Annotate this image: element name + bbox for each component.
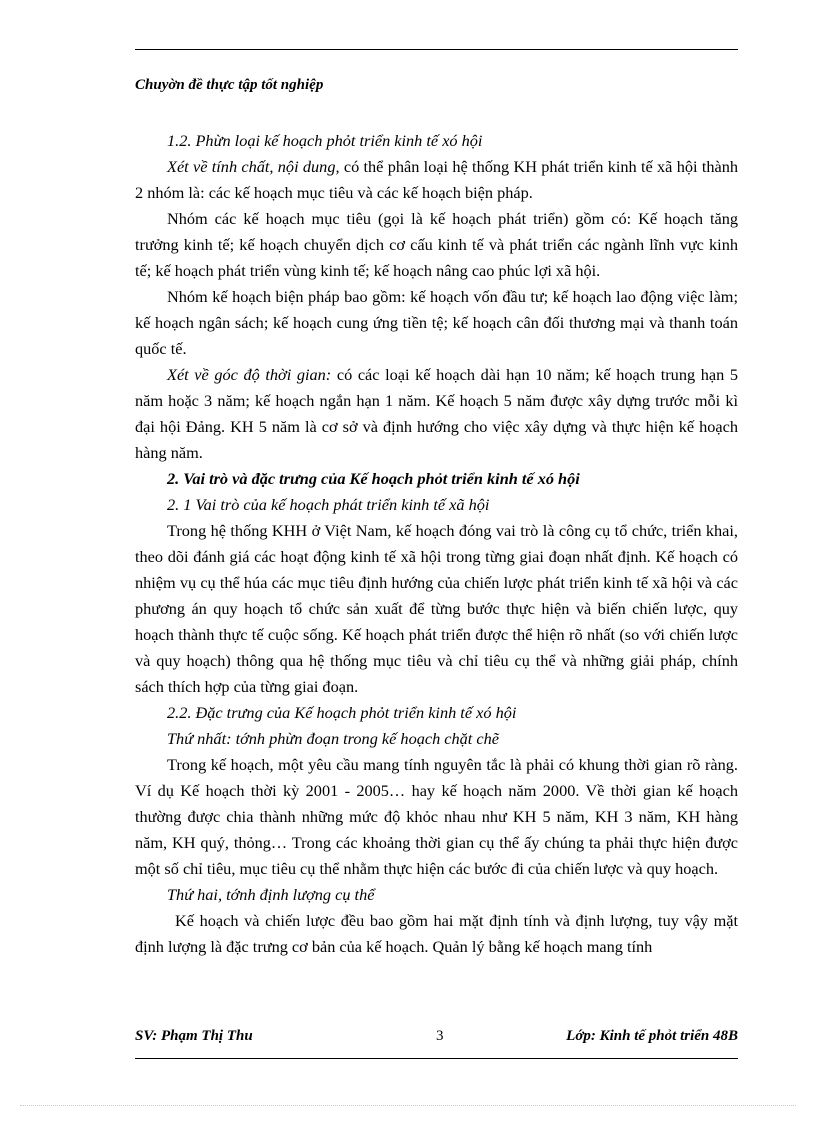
paragraph-lead: Xét về góc độ thời gian:	[167, 365, 332, 384]
section-heading-2: 2. Vai trò và đặc trưng của Kế hoạch phỏt triển kinh tế xó hội	[167, 469, 580, 488]
subheading-first: Thứ nhất: tớnh phừn đoạn trong kế hoạch chặt chẽ	[167, 729, 499, 748]
paragraph	[135, 154, 738, 206]
paragraph-text: có các loại kế hoạch dài hạn 10 năm; kế hoạch trung hạn 5 năm hoặc 3 năm; kế hoạch ngắn hạn 1 năm. Kế hoạch 5 năm được xây dựng trước mỗi kì đại hội Đảng. KH 5 năm là cơ sở và định hướng cho việc xây dựng và thực hiện kế hoạch hàng năm.	[135, 365, 738, 462]
paragraph: Nhóm các kế hoạch mục tiêu (gọi là kế hoạch phát triển) gồm có: Kế hoạch tăng trưởng kinh tế; kế hoạch chuyển dịch cơ cấu kinh tế và phát triển các ngành lĩnh vực kinh tế; kế hoạch phát triển vùng kinh tế; kế hoạch nâng cao phúc lợi xã hội.	[135, 209, 738, 280]
footer-student: SV: Phạm Thị Thu	[135, 1028, 253, 1044]
paragraph-lead: Xét về tính chất, nội dung,	[167, 157, 340, 176]
footer-class: Lớp: Kinh tế phỏt triển 48B	[566, 1028, 738, 1044]
section-heading-1-2: 1.2. Phừn loại kế hoạch phỏt triển kinh tế xó hội	[167, 131, 483, 150]
paragraph: Trong hệ thống KHH ở Việt Nam, kế hoạch đóng vai trò là công cụ tổ chức, triển khai, theo dõi đánh giá các hoạt động kinh tế xã hội trong từng giai đoạn nhất định. Kế hoạch có nhiệm vụ cụ thể húa các mục tiêu định hướng của chiến lược phát triển kinh tế xã hội và các phương án quy hoạch tổ chức sản xuất để từng bước thực hiện và biến chiến lược, quy hoạch thành thực tế cuộc sống. Kế hoạch phát triển được thể hiện rõ nhất (so với chiến lược và quy hoạch) thông qua hệ thống mục tiêu và chỉ tiêu cụ thể và những giải pháp, chính sách thích hợp của từng giai đoạn.	[135, 521, 738, 696]
paragraph: Trong kế hoạch, một yêu cầu mang tính nguyên tắc là phải có khung thời gian rõ ràng. Ví dụ Kế hoạch thời kỳ 2001 - 2005… hay kế hoạch năm 2000. Về thời gian kế hoạch thường được chia thành những mức độ khỏc nhau như KH 5 năm, KH 3 năm, KH hàng năm, KH quý, thỏng… Trong các khoảng thời gian cụ thể ấy chúng ta phải thực hiện được một số chỉ tiêu, mục tiêu cụ thể nhằm thực hiện các bước đi của chiến lược và quy hoạch.	[135, 755, 738, 878]
paragraph	[135, 362, 738, 466]
document-body	[135, 128, 738, 960]
header-title: Chuyờn đề thực tập tốt nghiệp	[135, 77, 324, 93]
paragraph: Nhóm kế hoạch biện pháp bao gồm: kế hoạch vốn đầu tư; kế hoạch lao động việc làm; kế hoạch ngân sách; kế hoạch cung ứng tiền tệ; kế hoạch cân đối thương mại và thanh toán quốc tế.	[135, 287, 738, 358]
page-boundary	[20, 1105, 796, 1106]
paragraph: Kế hoạch và chiến lược đều bao gồm hai mặt định tính và định lượng, tuy vậy mặt định lượng là đặc trưng cơ bản của kế hoạch. Quản lý bằng kế hoạch mang tính	[135, 911, 738, 956]
subheading-second: Thứ hai, tớnh định lượng cụ thể	[167, 885, 375, 904]
paragraph-text: có thể phân loại hệ thống KH phát triển kinh tế xã hội thành 2 nhóm là: các kế hoạch mục tiêu và các kế hoạch biện pháp.	[135, 157, 738, 202]
footer-rule	[135, 1058, 738, 1059]
section-heading-2-1: 2. 1 Vai trò của kế hoạch phát triển kinh tế xã hội	[167, 495, 490, 514]
section-heading-2-2: 2.2. Đặc trưng của Kế hoạch phỏt triển kinh tế xó hội	[167, 703, 517, 722]
header-rule	[135, 49, 738, 50]
footer-page-number: 3	[436, 1028, 444, 1044]
